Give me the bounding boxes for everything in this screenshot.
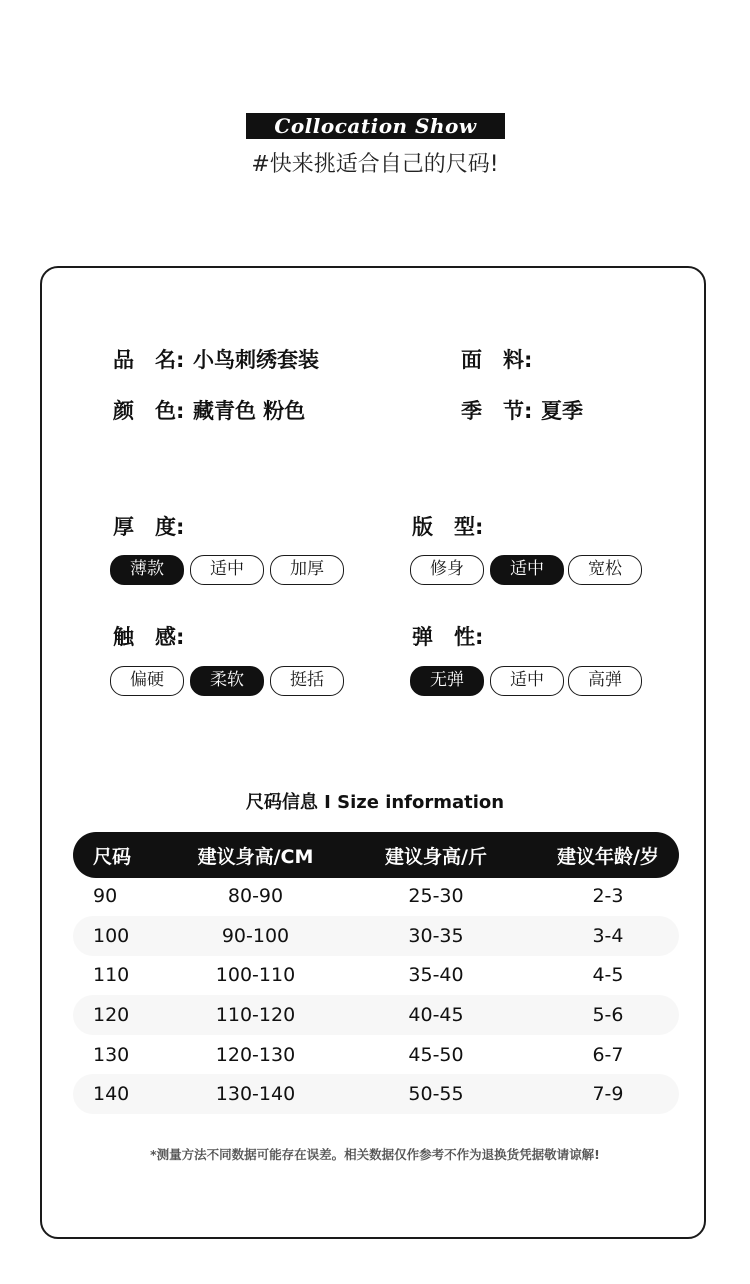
cell-age: 2-3 <box>592 885 624 907</box>
touch-option[interactable]: 偏硬 <box>110 666 184 696</box>
cell-weight: 30-35 <box>408 925 464 947</box>
header-weight: 建议身高/斤 <box>385 845 487 868</box>
size-table-title: 尺码信息 I Size information <box>245 792 505 813</box>
table-row <box>73 916 679 956</box>
cell-size: 100 <box>93 925 130 947</box>
touch-title: 触 感: <box>113 625 185 649</box>
cell-size: 90 <box>93 885 118 907</box>
table-row <box>73 1035 679 1075</box>
collocation-show-banner: Collocation Show <box>246 113 505 139</box>
cell-size: 110 <box>93 964 130 986</box>
table-row <box>73 876 679 916</box>
header-size: 尺码 <box>93 845 132 868</box>
header-height-cm: 建议身高/CM <box>197 845 314 868</box>
info-color-value: 藏青色 粉色 <box>193 399 306 423</box>
info-fabric <box>461 346 541 374</box>
fit-option[interactable]: 修身 <box>410 555 484 585</box>
elasticity-option[interactable]: 适中 <box>490 666 564 696</box>
cell-size: 130 <box>93 1044 130 1066</box>
cell-height: 90-100 <box>221 925 290 947</box>
elasticity-option[interactable]: 无弹 <box>410 666 484 696</box>
fit-option[interactable]: 适中 <box>490 555 564 585</box>
cell-height: 110-120 <box>215 1004 296 1026</box>
info-name-value: 小鸟刺绣套装 <box>193 348 319 372</box>
info-season-label: 季 节: <box>461 399 533 423</box>
measurement-disclaimer: *测量方法不同数据可能存在误差。相关数据仅作参考不作为退换货凭据敬请谅解! <box>150 1147 600 1162</box>
touch-option[interactable]: 挺括 <box>270 666 344 696</box>
cell-age: 5-6 <box>592 1004 624 1026</box>
table-row <box>73 1074 679 1114</box>
thickness-option[interactable]: 适中 <box>190 555 264 585</box>
table-row <box>73 995 679 1035</box>
thickness-option[interactable]: 薄款 <box>110 555 184 585</box>
cell-age: 6-7 <box>592 1044 624 1066</box>
info-color <box>113 397 305 425</box>
elasticity-title: 弹 性: <box>412 625 484 649</box>
cell-age: 3-4 <box>592 925 624 947</box>
thickness-title: 厚 度: <box>113 515 185 539</box>
cell-age: 7-9 <box>592 1083 624 1105</box>
elasticity-option[interactable]: 高弹 <box>568 666 642 696</box>
cell-height: 80-90 <box>227 885 284 907</box>
info-fabric-label: 面 料: <box>461 348 533 372</box>
size-table-header <box>73 832 679 878</box>
fit-option[interactable]: 宽松 <box>568 555 642 585</box>
cell-size: 140 <box>93 1083 130 1105</box>
info-season-value: 夏季 <box>541 399 583 423</box>
cell-weight: 50-55 <box>408 1083 464 1105</box>
info-name <box>113 346 319 374</box>
cell-weight: 45-50 <box>408 1044 464 1066</box>
cell-weight: 40-45 <box>408 1004 464 1026</box>
cell-height: 120-130 <box>215 1044 296 1066</box>
cell-weight: 35-40 <box>408 964 464 986</box>
info-color-label: 颜 色: <box>113 399 185 423</box>
info-season <box>461 397 583 425</box>
page-subtitle: #快来挑适合自己的尺码! <box>251 152 499 177</box>
cell-height: 130-140 <box>215 1083 296 1105</box>
cell-weight: 25-30 <box>408 885 464 907</box>
table-row <box>73 955 679 995</box>
thickness-option[interactable]: 加厚 <box>270 555 344 585</box>
fit-title: 版 型: <box>412 515 484 539</box>
cell-size: 120 <box>93 1004 130 1026</box>
header-age: 建议年龄/岁 <box>557 845 659 868</box>
touch-option[interactable]: 柔软 <box>190 666 264 696</box>
cell-height: 100-110 <box>215 964 296 986</box>
cell-age: 4-5 <box>592 964 624 986</box>
info-name-label: 品 名: <box>113 348 185 372</box>
